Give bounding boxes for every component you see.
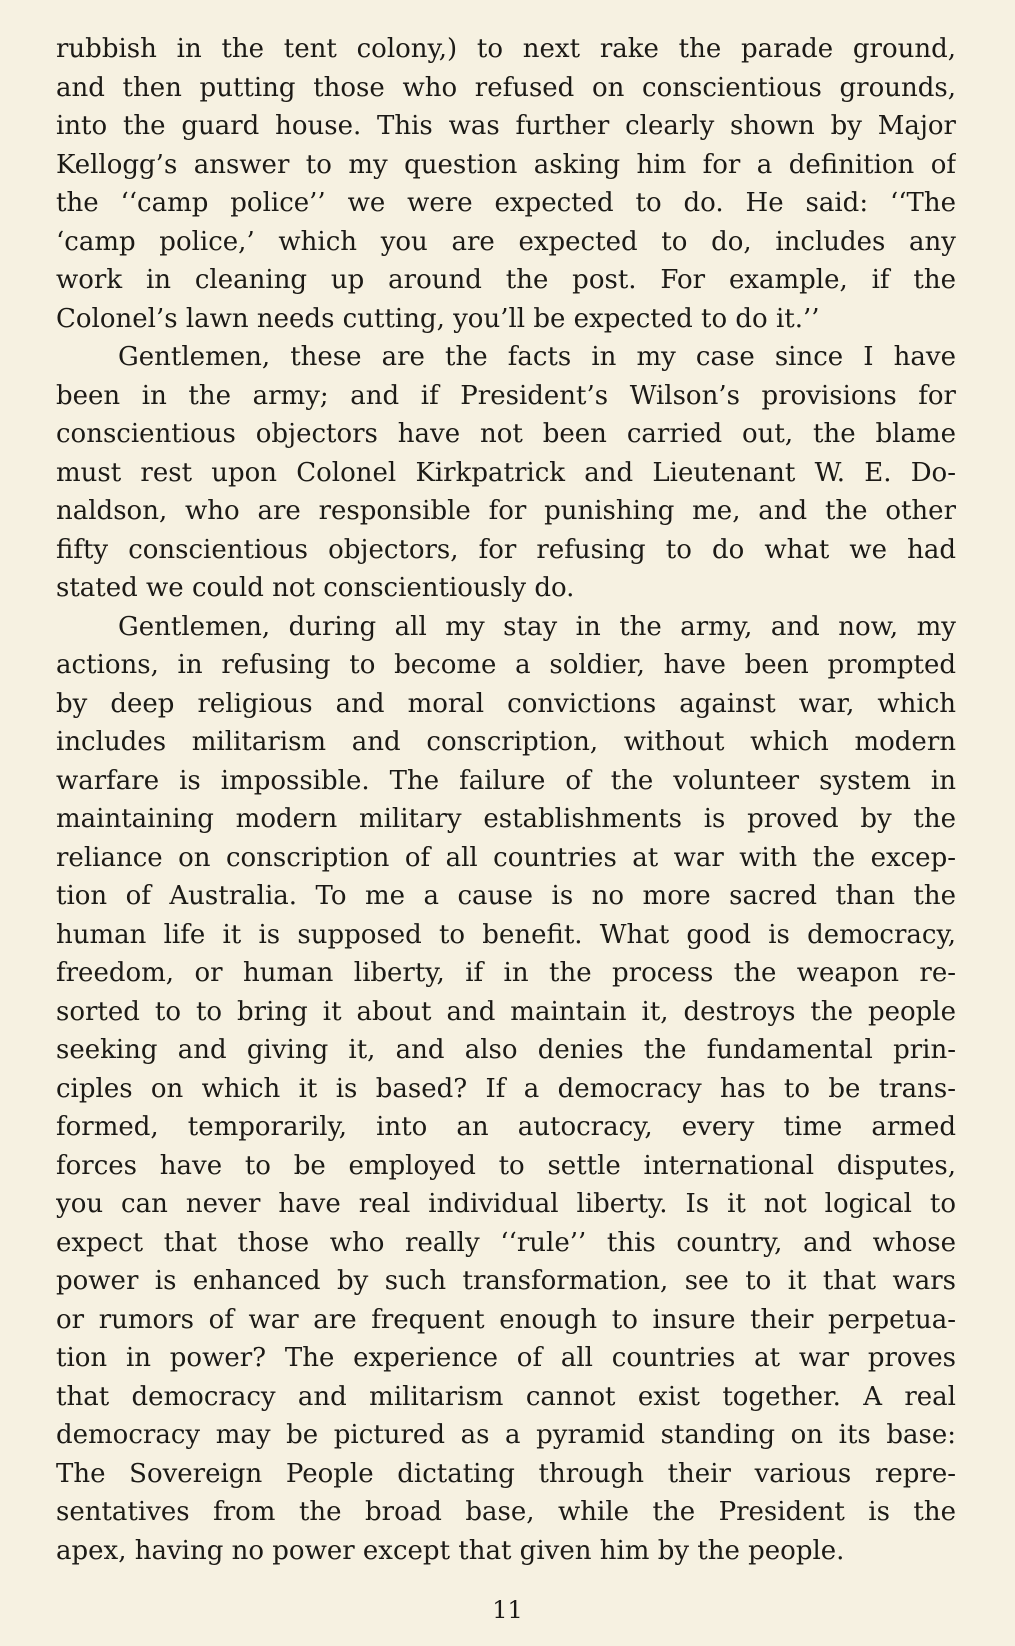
text-line: forces have to be employed to settle international disputes, [56,1150,956,1181]
text-line: fifty conscientious objectors, for refusing to do what we had [56,534,956,565]
text-line: power is enhanced by such transformation, see to it that wars [56,1266,956,1296]
text-line: expect that those who really ‘‘rule’’ this country, and whose [56,1227,956,1258]
text-line: ciples on which it is based? If a democracy has to be trans- [56,1073,956,1104]
text-line: Colonel’s lawn needs cutting, you’ll be expected to do it.’’ [56,303,820,334]
text-line: includes militarism and conscription, without which modern [56,727,956,757]
text-line: that democracy and militarism cannot exist together. A real [56,1381,956,1412]
paragraph-2 [56,338,956,608]
text-line: work in cleaning up around the post. For example, if the [56,265,956,295]
text-line: sentatives from the broad base, while the President is the [56,1497,956,1527]
text-line: reliance on conscription of all countries at war with the excep- [56,842,956,873]
text-line: rubbish in the tent colony,) to next rake the parade ground, [56,34,956,64]
body-text [56,30,956,1570]
text-line: the ‘‘camp police’’ we were expected to do. He said: ‘‘The [56,188,956,218]
text-line: Gentlemen, these are the facts in my case since I have [118,342,956,372]
text-line: been in the army; and if President’s Wilson’s provisions for [56,380,956,411]
text-line: apex, having no power except that given him by the people. [56,1535,845,1566]
text-line: by deep religious and moral convictions against war, which [56,688,956,719]
text-line: actions, in refusing to become a soldier, have been prompted [56,650,956,680]
text-line: human life it is supposed to benefit. What good is democracy, [56,919,956,950]
text-line: maintaining modern military establishments is proved by the [56,804,956,834]
text-line: naldson, who are responsible for punishing me, and the other [56,496,956,526]
paragraph-1 [56,30,956,338]
text-line: stated we could not conscientiously do. [56,573,575,603]
paragraph-3 [56,608,956,1571]
text-line: seeking and giving it, and also denies the fundamental prin- [56,1035,956,1065]
text-line: tion of Australia. To me a cause is no more sacred than the [56,881,956,911]
page-number: 11 [492,1596,523,1624]
text-line: Kellogg’s answer to my question asking him for a definition of [56,149,956,180]
text-line: formed, temporarily, into an autocracy, every time armed [56,1112,956,1142]
text-line: sorted to to bring it about and maintain it, destroys the people [56,996,956,1027]
text-line: Gentlemen, during all my stay in the army, and now, my [118,611,956,642]
text-line: democracy may be pictured as a pyramid standing on its base: [56,1420,956,1450]
text-line: into the guard house. This was further clearly shown by Major [56,111,956,141]
text-line: and then putting those who refused on conscientious grounds, [56,72,956,103]
text-line: must rest upon Colonel Kirkpatrick and Lieutenant W. E. Do- [56,457,956,488]
text-line: you can never have real individual liberty. Is it not logical to [56,1189,956,1219]
text-line: tion in power? The experience of all countries at war proves [56,1343,956,1373]
text-line: ‘camp police,’ which you are expected to do, includes any [56,226,956,257]
text-line: or rumors of war are frequent enough to insure their perpetua- [56,1304,956,1335]
text-line: The Sovereign People dictating through their various repre- [56,1458,956,1489]
text-line: freedom, or human liberty, if in the process the weapon re- [56,958,956,988]
text-line: warfare is impossible. The failure of the volunteer system in [56,765,956,796]
text-line: conscientious objectors have not been carried out, the blame [56,419,956,449]
